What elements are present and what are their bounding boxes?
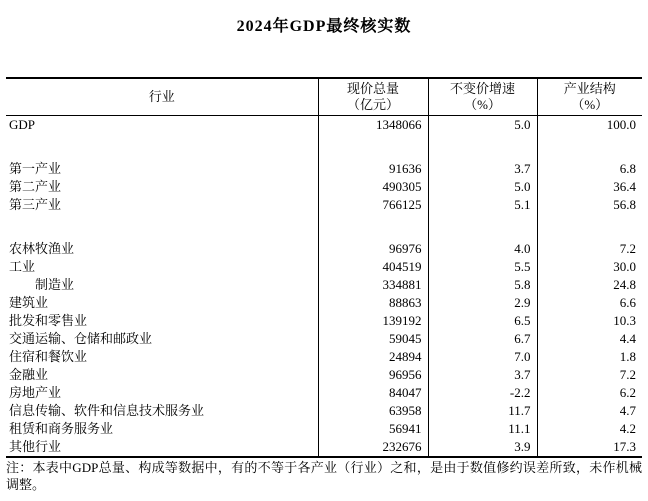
industry-name: 第三产业 xyxy=(9,197,62,212)
growth-value: 6.5 xyxy=(428,312,537,330)
industry-name: 批发和零售业 xyxy=(9,313,88,328)
growth-value: 3.7 xyxy=(428,160,537,178)
column-header-label: 现价总量 xyxy=(346,81,399,96)
structure-value: 7.2 xyxy=(537,366,642,384)
structure-value xyxy=(537,134,642,160)
current-price-value: 139192 xyxy=(318,312,428,330)
growth-value: 11.1 xyxy=(428,420,537,438)
growth-value: 6.7 xyxy=(428,330,537,348)
column-header-current-price xyxy=(318,78,428,116)
column-header-growth xyxy=(428,78,537,116)
table-header xyxy=(6,78,642,116)
industry-name: 制造业 xyxy=(35,277,75,292)
growth-value: 2.9 xyxy=(428,294,537,312)
structure-value: 7.2 xyxy=(537,240,642,258)
industry-name: 租赁和商务服务业 xyxy=(9,421,114,436)
industry-name: 工业 xyxy=(9,259,36,274)
growth-value xyxy=(428,214,537,240)
current-price-value: 84047 xyxy=(318,384,428,402)
structure-value: 56.8 xyxy=(537,196,642,214)
growth-value: 5.0 xyxy=(428,178,537,196)
table-row xyxy=(6,240,642,258)
table-row xyxy=(6,366,642,384)
current-price-value: 232676 xyxy=(318,438,428,457)
current-price-value: 1348066 xyxy=(318,116,428,135)
column-header-label: 行业 xyxy=(148,89,175,104)
growth-value: 11.7 xyxy=(428,402,537,420)
structure-value: 1.8 xyxy=(537,348,642,366)
industry-name xyxy=(6,214,318,240)
structure-value xyxy=(537,214,642,240)
current-price-value: 91636 xyxy=(318,160,428,178)
current-price-value: 766125 xyxy=(318,196,428,214)
gdp-table xyxy=(6,77,642,458)
structure-value: 36.4 xyxy=(537,178,642,196)
column-header-structure xyxy=(537,78,642,116)
current-price-value: 59045 xyxy=(318,330,428,348)
column-header-unit: （%） xyxy=(464,97,501,112)
industry-name: GDP xyxy=(9,117,36,132)
growth-value: 5.1 xyxy=(428,196,537,214)
industry-name: 信息传输、软件和信息技术服务业 xyxy=(9,403,205,418)
table-row xyxy=(6,160,642,178)
current-price-value: 334881 xyxy=(318,276,428,294)
table-row xyxy=(6,438,642,457)
current-price-value: 88863 xyxy=(318,294,428,312)
spacer-row xyxy=(6,214,642,240)
industry-name: 住宿和餐饮业 xyxy=(9,349,88,364)
industry-name: 交通运输、仓储和邮政业 xyxy=(9,331,153,346)
column-header-label: 产业结构 xyxy=(563,81,616,96)
industry-name: 建筑业 xyxy=(9,295,49,310)
page-title: 2024年GDP最终核实数 xyxy=(236,18,412,35)
table-row xyxy=(6,258,642,276)
industry-name: 其他行业 xyxy=(9,439,62,454)
current-price-value: 96956 xyxy=(318,366,428,384)
growth-value: 5.5 xyxy=(428,258,537,276)
table-row xyxy=(6,384,642,402)
table-row xyxy=(6,294,642,312)
table-row xyxy=(6,178,642,196)
growth-value: 7.0 xyxy=(428,348,537,366)
column-header-unit: （亿元） xyxy=(346,97,399,112)
table-row xyxy=(6,276,642,294)
current-price-value xyxy=(318,134,428,160)
current-price-value: 404519 xyxy=(318,258,428,276)
current-price-value: 24894 xyxy=(318,348,428,366)
structure-value: 10.3 xyxy=(537,312,642,330)
growth-value: 3.9 xyxy=(428,438,537,457)
current-price-value: 96976 xyxy=(318,240,428,258)
structure-value: 4.2 xyxy=(537,420,642,438)
industry-name: 金融业 xyxy=(9,367,49,382)
spacer-row xyxy=(6,134,642,160)
structure-value: 4.7 xyxy=(537,402,642,420)
structure-value: 6.2 xyxy=(537,384,642,402)
current-price-value: 56941 xyxy=(318,420,428,438)
industry-name: 第二产业 xyxy=(9,179,62,194)
header-row xyxy=(6,78,642,116)
table-row xyxy=(6,420,642,438)
column-header-label: 不变价增速 xyxy=(449,81,515,96)
table-body xyxy=(6,116,642,458)
structure-value: 6.6 xyxy=(537,294,642,312)
growth-value: -2.2 xyxy=(428,384,537,402)
industry-name: 第一产业 xyxy=(9,161,62,176)
table-row xyxy=(6,116,642,135)
growth-value xyxy=(428,134,537,160)
table-row xyxy=(6,402,642,420)
structure-value: 17.3 xyxy=(537,438,642,457)
table-row xyxy=(6,312,642,330)
column-header-unit: （%） xyxy=(571,97,609,112)
table-footnote: 注：本表中GDP总量、构成等数据中，有的不等于各产业（行业）之和，是由于数值修约误差所致，未作机械调整。 xyxy=(6,460,642,492)
growth-value: 5.8 xyxy=(428,276,537,294)
industry-name xyxy=(6,134,318,160)
growth-value: 4.0 xyxy=(428,240,537,258)
structure-value: 6.8 xyxy=(537,160,642,178)
industry-name: 房地产业 xyxy=(9,385,62,400)
current-price-value: 490305 xyxy=(318,178,428,196)
column-header-industry xyxy=(6,78,318,116)
current-price-value: 63958 xyxy=(318,402,428,420)
growth-value: 3.7 xyxy=(428,366,537,384)
structure-value: 24.8 xyxy=(537,276,642,294)
table-row xyxy=(6,196,642,214)
structure-value: 100.0 xyxy=(537,116,642,135)
structure-value: 30.0 xyxy=(537,258,642,276)
current-price-value xyxy=(318,214,428,240)
table-row xyxy=(6,330,642,348)
growth-value: 5.0 xyxy=(428,116,537,135)
industry-name: 农林牧渔业 xyxy=(9,241,75,256)
table-row xyxy=(6,348,642,366)
structure-value: 4.4 xyxy=(537,330,642,348)
